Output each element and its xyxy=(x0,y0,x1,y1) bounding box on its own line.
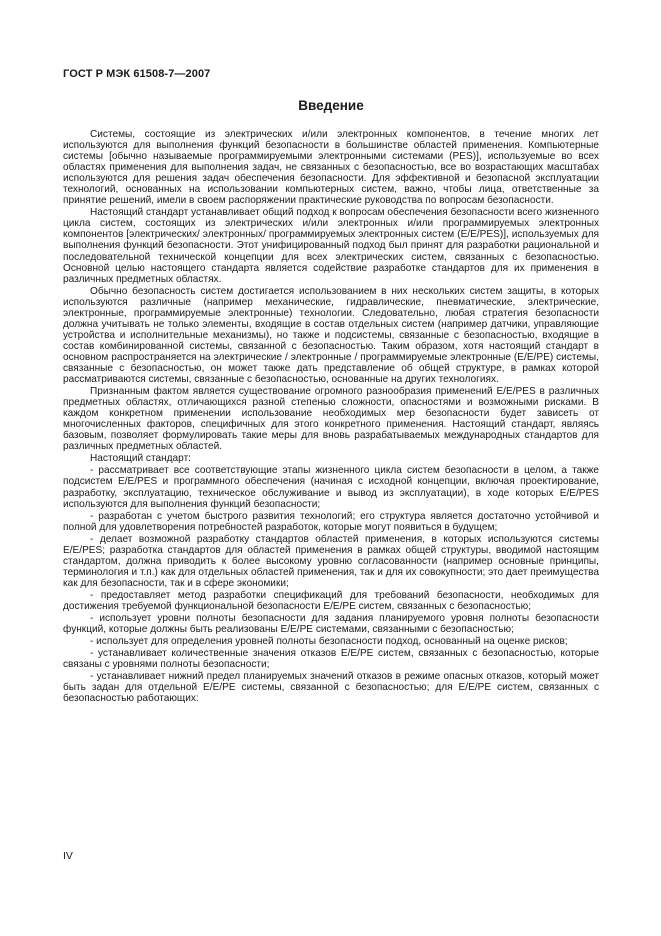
list-item: - делает возможной разработку стандартов областей применения, в которых используются системы E/E/PES; разработка стандартов для областей применения в рамках общей структуры, вводимой настоящим стандартом, должна приводить к более высокому уровню согласованности (например основные принципы, терминология и т.п.) как для отдельных областей применения, так и для их совокупности; это дает преимущества как для безопасности, так и в сфере экономики; xyxy=(63,533,599,589)
paragraph: Настоящий стандарт: xyxy=(90,453,191,465)
list-item: - устанавливает нижний предел планируемых значений отказов в режиме опасных отказов, который может быть задан для отдельной E/E/PE системы, связанной с безопасностью; для E/E/PE систем, связанных с безопасностью работающих: xyxy=(63,671,599,705)
paragraph: Признанным фактом является существование огромного разнообразия применений E/E/PES в различных предметных областях, отличающихся разной степенью сложности, опасностями и возможными рисками. В каждом конкретном применении использование необходимых мер безопасности будет зависеть от многочисленных факторов, специфичных для этого конкретного применения. Настоящий стандарт, являясь базовым, позволяет формулировать такие меры для вновь разрабатываемых международных стандартов для различных предметных областей. xyxy=(63,386,599,453)
list-item: - предоставляет метод разработки спецификаций для требований безопасности, необходимых для достижения требуемой функциональной безопасности E/E/PE систем, связанных с безопасностью; xyxy=(63,589,599,612)
list-item: - рассматривает все соответствующие этапы жизненного цикла систем безопасности в целом, а также подсистем E/E/PES и программного обеспечения (начиная с исходной концепции, включая проектирование, разработку, эксплуатацию, техническое обслуживание и вывод из эксплуатации), в ходе которых E/E/PES используются для выполнения функций безопасности; xyxy=(63,465,599,510)
page-number: IV xyxy=(63,850,73,862)
paragraph: Обычно безопасность систем достигается использованием в них нескольких систем защиты, в которых используются различные (например механические, гидравлические, пневматические, электрические, электронные, программируемые электронные) технологии. Следовательно, любая стратегия безопасности должна учитывать не только элементы, входящие в состав отдельных систем (например датчики, управляющие устройства и исполнительные механизмы), но также и подсистемы, связанные с безопасностью, входящие в состав комбинированной системы, связанной с безопасностью. Таким образом, хотя настоящий стандарт в основном распространяется на электрические / электронные / программируемые электронные (E/E/PE) системы, связанные с безопасностью, он может также дать представление об общей структуре, в рамках которой рассматриваются системы, связанные с безопасностью, основанные на других технологиях. xyxy=(63,285,599,386)
list-item: - использует для определения уровней полноты безопасности подход, основанный на оценке рисков; xyxy=(90,636,568,648)
list-item: - использует уровни полноты безопасности для задания планируемого уровня полноты безопасности функций, которые должны быть реализованы E/E/PE системами, связанными с безопасностью; xyxy=(63,613,599,636)
list-item: - устанавливает количественные значения отказов E/E/PE систем, связанных с безопасностью, которые связаны с уровнями полноты безопасности; xyxy=(63,648,599,671)
list-item: - разработан с учетом быстрого развития технологий; его структура является достаточно устойчивой и полной для удовлетворения потребностей разработок, которые могут появиться в будущем; xyxy=(63,510,599,533)
section-title: Введение xyxy=(298,98,364,113)
document-header: ГОСТ Р МЭК 61508-7—2007 xyxy=(63,68,211,80)
paragraph: Системы, состоящие из электрических и/или электронных компонентов, в течение многих лет используются для выполнения функций безопасности в большинстве областей применения. Компьютерные системы [обычно называемые программируемыми электронными системами (PES)], используемые во всех областях применения для выполнения задач, не связанных с безопасностью, все во возрастающих масштабах используются для решения задач обеспечения безопасности. Для эффективной и безопасной эксплуатации технологий, основанных на использовании компьютерных систем, важно, чтобы лица, ответственные за принятие решений, имели в своем распоряжении практические руководства по вопросам безопасности. xyxy=(63,129,599,207)
paragraph: Настоящий стандарт устанавливает общий подход к вопросам обеспечения безопасности всего жизненного цикла систем, состоящих из электрических и/или электронных и/или программируемых электронных компонентов [электрических/ электронных/ программируемых электронных систем (E/E/PES)], используемых для выполнения функций безопасности. Этот унифицированный подход был принят для разработки рациональной и последовательной технической концепции для всех электрических систем, связанных с безопасностью. Основной целью настоящего стандарта является содействие разработке стандартов для их применения в различных предметных областях. xyxy=(63,207,599,285)
body-text xyxy=(63,129,599,705)
